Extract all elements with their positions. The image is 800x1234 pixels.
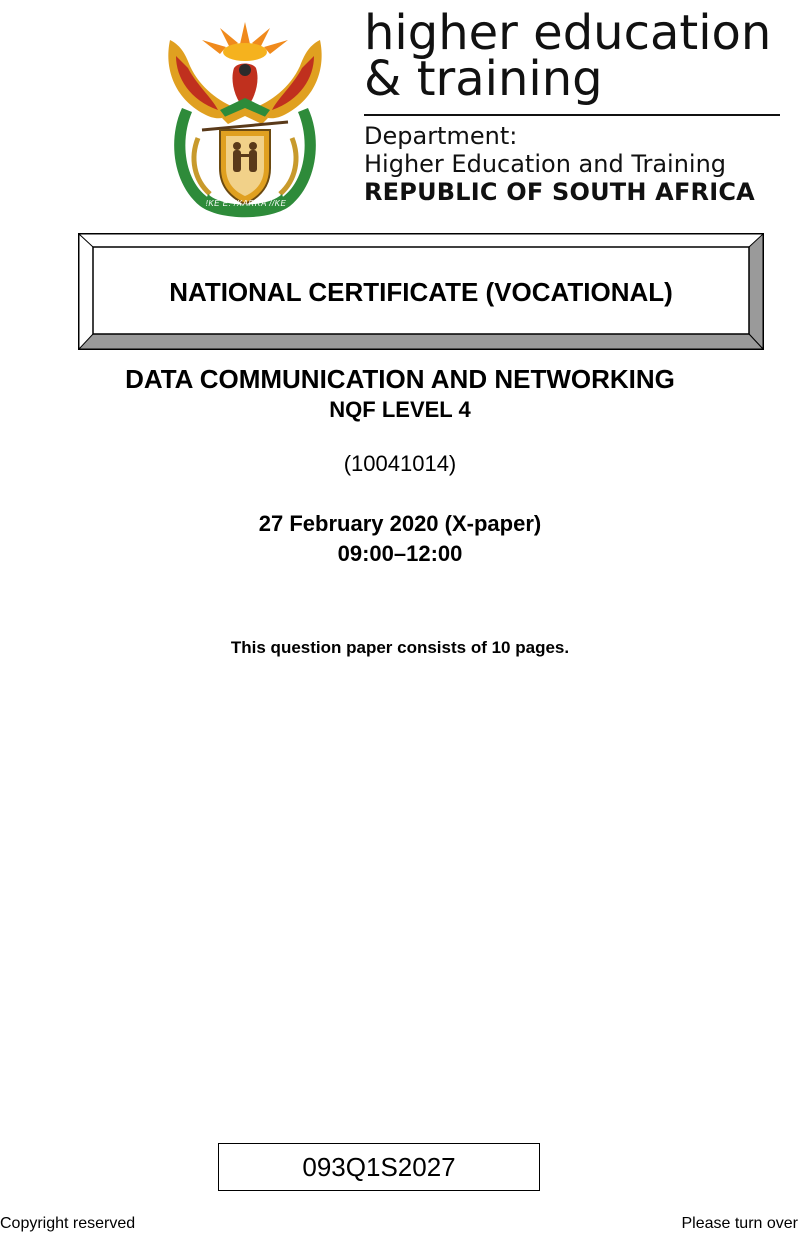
subject-code: (10041014) [343, 451, 457, 476]
department-brand [364, 5, 784, 107]
exam-subject: DATA COMMUNICATION AND NETWORKING [125, 364, 675, 394]
brand-line-higher-education: higher education [364, 5, 772, 61]
brand-line-training: & training [364, 51, 603, 107]
certificate-title: NATIONAL CERTIFICATE (VOCATIONAL) [169, 277, 673, 307]
coat-of-arms-logo [160, 18, 330, 223]
exam-time: 09:00–12:00 [337, 541, 463, 566]
brand-divider [364, 114, 780, 116]
footer-copyright: Copyright reserved [0, 1215, 136, 1232]
nqf-level: NQF LEVEL 4 [329, 397, 471, 422]
pages-note: This question paper consists of 10 pages. [230, 638, 570, 657]
footer-turn-over: Please turn over [681, 1215, 798, 1232]
crest-motto: !KE E: /XARRA //KE [205, 199, 287, 208]
department-label: Department: [364, 122, 518, 150]
exam-date: 27 February 2020 (X-paper) [258, 511, 542, 536]
country-name: REPUBLIC OF SOUTH AFRICA [364, 178, 755, 206]
department-block [364, 122, 794, 206]
department-name: Higher Education and Training [364, 150, 727, 178]
paper-code-box: 093Q1S2027 [218, 1143, 540, 1191]
